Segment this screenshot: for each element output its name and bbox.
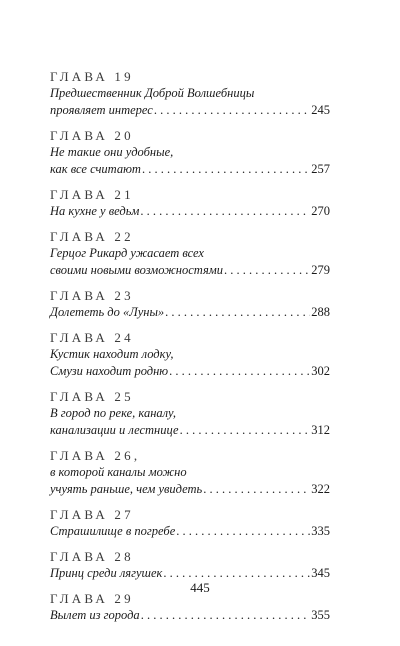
chapter-title-last-line [50, 523, 330, 540]
chapter-title-text: Долететь до «Луны» [50, 305, 165, 319]
chapter-heading: ГЛАВА 28 [50, 549, 134, 564]
chapter-title-line: в которой каналы можно [50, 465, 187, 479]
chapter-title-text: учуять раньше, чем увидеть [50, 482, 203, 496]
chapter-heading: ГЛАВА 26, [50, 448, 141, 463]
chapter-heading: ГЛАВА 22 [50, 229, 134, 244]
leader-dots [165, 304, 310, 321]
chapter-page-number: 245 [311, 103, 330, 117]
chapter-title-text: Вылет из города [50, 608, 140, 622]
toc-entry [50, 228, 330, 279]
chapter-title-text: Принц среди лягушек [50, 566, 163, 580]
chapter-heading: ГЛАВА 25 [50, 389, 134, 404]
chapter-heading: ГЛАВА 21 [50, 187, 134, 202]
chapter-page-number: 322 [311, 482, 330, 496]
chapter-page-number: 279 [311, 263, 330, 277]
chapter-title-last-line [50, 203, 330, 220]
toc-entry [50, 388, 330, 439]
chapter-title-text: Страшилище в погребе [50, 524, 176, 538]
chapter-title-line: Не такие они удобные, [50, 145, 174, 159]
toc-entry [50, 447, 330, 498]
chapter-page-number: 355 [311, 608, 330, 622]
toc-entry [50, 186, 330, 220]
chapter-page-number: 270 [311, 204, 330, 218]
chapter-heading: ГЛАВА 20 [50, 128, 134, 143]
chapter-page-number: 257 [311, 162, 330, 176]
chapter-title-last-line [50, 161, 330, 178]
leader-dots [142, 161, 310, 178]
chapter-page-number: 345 [311, 566, 330, 580]
chapter-heading: ГЛАВА 23 [50, 288, 134, 303]
leader-dots [224, 262, 310, 279]
chapter-title-last-line [50, 481, 330, 498]
toc-entry [50, 329, 330, 380]
leader-dots [180, 422, 311, 439]
leader-dots [141, 607, 311, 624]
chapter-heading: ГЛАВА 19 [50, 69, 134, 84]
chapter-title-text: канализации и лестнице [50, 423, 179, 437]
chapter-title-line: Герцог Рикард ужасает всех [50, 246, 204, 260]
chapter-title-text: На кухне у ведьм [50, 204, 140, 218]
leader-dots [169, 363, 310, 380]
chapter-title-text: своими новыми возможностями [50, 263, 224, 277]
chapter-heading: ГЛАВА 27 [50, 507, 134, 522]
chapter-title-last-line [50, 607, 330, 624]
chapter-title-line: Предшественник Доброй Волшебницы [50, 86, 255, 100]
toc-entry [50, 127, 330, 178]
chapter-title-last-line [50, 363, 330, 380]
leader-dots [154, 102, 310, 119]
chapter-title-last-line [50, 304, 330, 321]
leader-dots [203, 481, 310, 498]
chapter-title-line: В город по реке, каналу, [50, 406, 177, 420]
table-of-contents [50, 68, 330, 632]
leader-dots [140, 203, 310, 220]
toc-entry [50, 548, 330, 582]
chapter-heading: ГЛАВА 24 [50, 330, 134, 345]
chapter-title-last-line [50, 102, 330, 119]
chapter-page-number: 335 [311, 524, 330, 538]
chapter-page-number: 312 [311, 423, 330, 437]
chapter-heading: ГЛАВА 29 [50, 591, 134, 606]
page-number: 445 [190, 580, 210, 595]
chapter-title-last-line [50, 262, 330, 279]
toc-entry [50, 506, 330, 540]
leader-dots [176, 523, 310, 540]
toc-entry [50, 287, 330, 321]
chapter-title-last-line [50, 422, 330, 439]
chapter-page-number: 302 [311, 364, 330, 378]
chapter-title-text: проявляет интерес [50, 103, 153, 117]
chapter-title-text: Смузи находит родню [50, 364, 169, 378]
toc-entry [50, 68, 330, 119]
chapter-title-line: Кустик находит лодку, [50, 347, 174, 361]
chapter-page-number: 288 [311, 305, 330, 319]
chapter-title-text: как все считают [50, 162, 141, 176]
